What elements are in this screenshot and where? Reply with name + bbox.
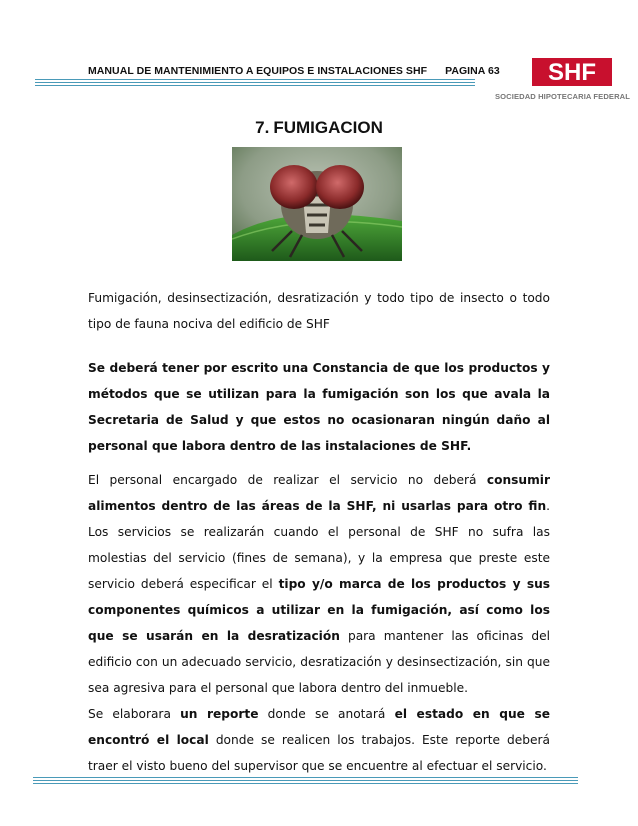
section-number: 7.: [255, 118, 270, 137]
text-run: donde se anotará: [258, 707, 395, 721]
text-run: Se elaborara: [88, 707, 181, 721]
page-number: PAGINA 63: [445, 65, 500, 77]
logo-subtitle: SOCIEDAD HIPOTECARIA FEDERAL: [495, 92, 630, 101]
text-run-bold: tipo y/o marca de los productos y sus componentes químicos a utilizar en la fumigación, así como los que se usarán en la desratización: [88, 577, 551, 643]
paragraph-reporte: [88, 701, 550, 779]
footer-rule-3: [33, 783, 578, 784]
text-run-bold: consumir alimentos dentro de las áreas de la SHF, ni usarlas para otro fin: [88, 473, 550, 513]
text-run: donde se realicen los trabajos. Este reporte deberá traer el visto bueno del supervisor que se encuentre al efectuar el servicio.: [88, 733, 550, 773]
logo-wordmark: SHF: [548, 59, 596, 86]
text-run: para mantener las oficinas del edificio con un adecuado servicio, desratización y desinsectización, sin que sea agresiva para el personal que labora dentro del inmueble.: [88, 629, 550, 695]
text-run-bold: un reporte: [180, 707, 259, 721]
footer-rule: [33, 777, 578, 778]
text-run: El personal encargado de realizar el servicio no deberá: [88, 473, 487, 487]
footer-rule-2: [33, 780, 578, 781]
header-rule: [35, 79, 475, 80]
paragraph-servicio: [88, 467, 550, 779]
manual-title: MANUAL DE MANTENIMIENTO A EQUIPOS E INSTALACIONES SHF: [88, 65, 428, 77]
page-header: [88, 65, 500, 77]
section-title-text: FUMIGACION: [273, 118, 383, 137]
paragraph-intro: Fumigación, desinsectización, desratización y todo tipo de insecto o todo tipo de fauna nociva del edificio de SHF: [88, 291, 550, 331]
text-run: . Los servicios se realizarán cuando el personal de SHF no sufra las molestias del servicio (fines de semana), y la empresa que preste este servicio deberá especificar el: [88, 499, 550, 591]
section-title: [0, 118, 638, 138]
fly-photo: [232, 147, 402, 261]
text-run-bold: el estado en que se encontró el local: [88, 707, 550, 747]
shf-logo: [532, 58, 612, 86]
paragraph-personal: [88, 467, 550, 701]
paragraph-constancia: [88, 355, 550, 459]
header-rule-2: [35, 82, 475, 83]
constancia-text: Se deberá tener por escrito una Constancia de que los productos y métodos que se utilizan para la fumigación son los que avala la Secretaria de Salud y que estos no ocasionaran ningún daño al personal que labora dentro de las instalaciones de SHF.: [88, 361, 550, 453]
header-rule-3: [35, 85, 475, 86]
